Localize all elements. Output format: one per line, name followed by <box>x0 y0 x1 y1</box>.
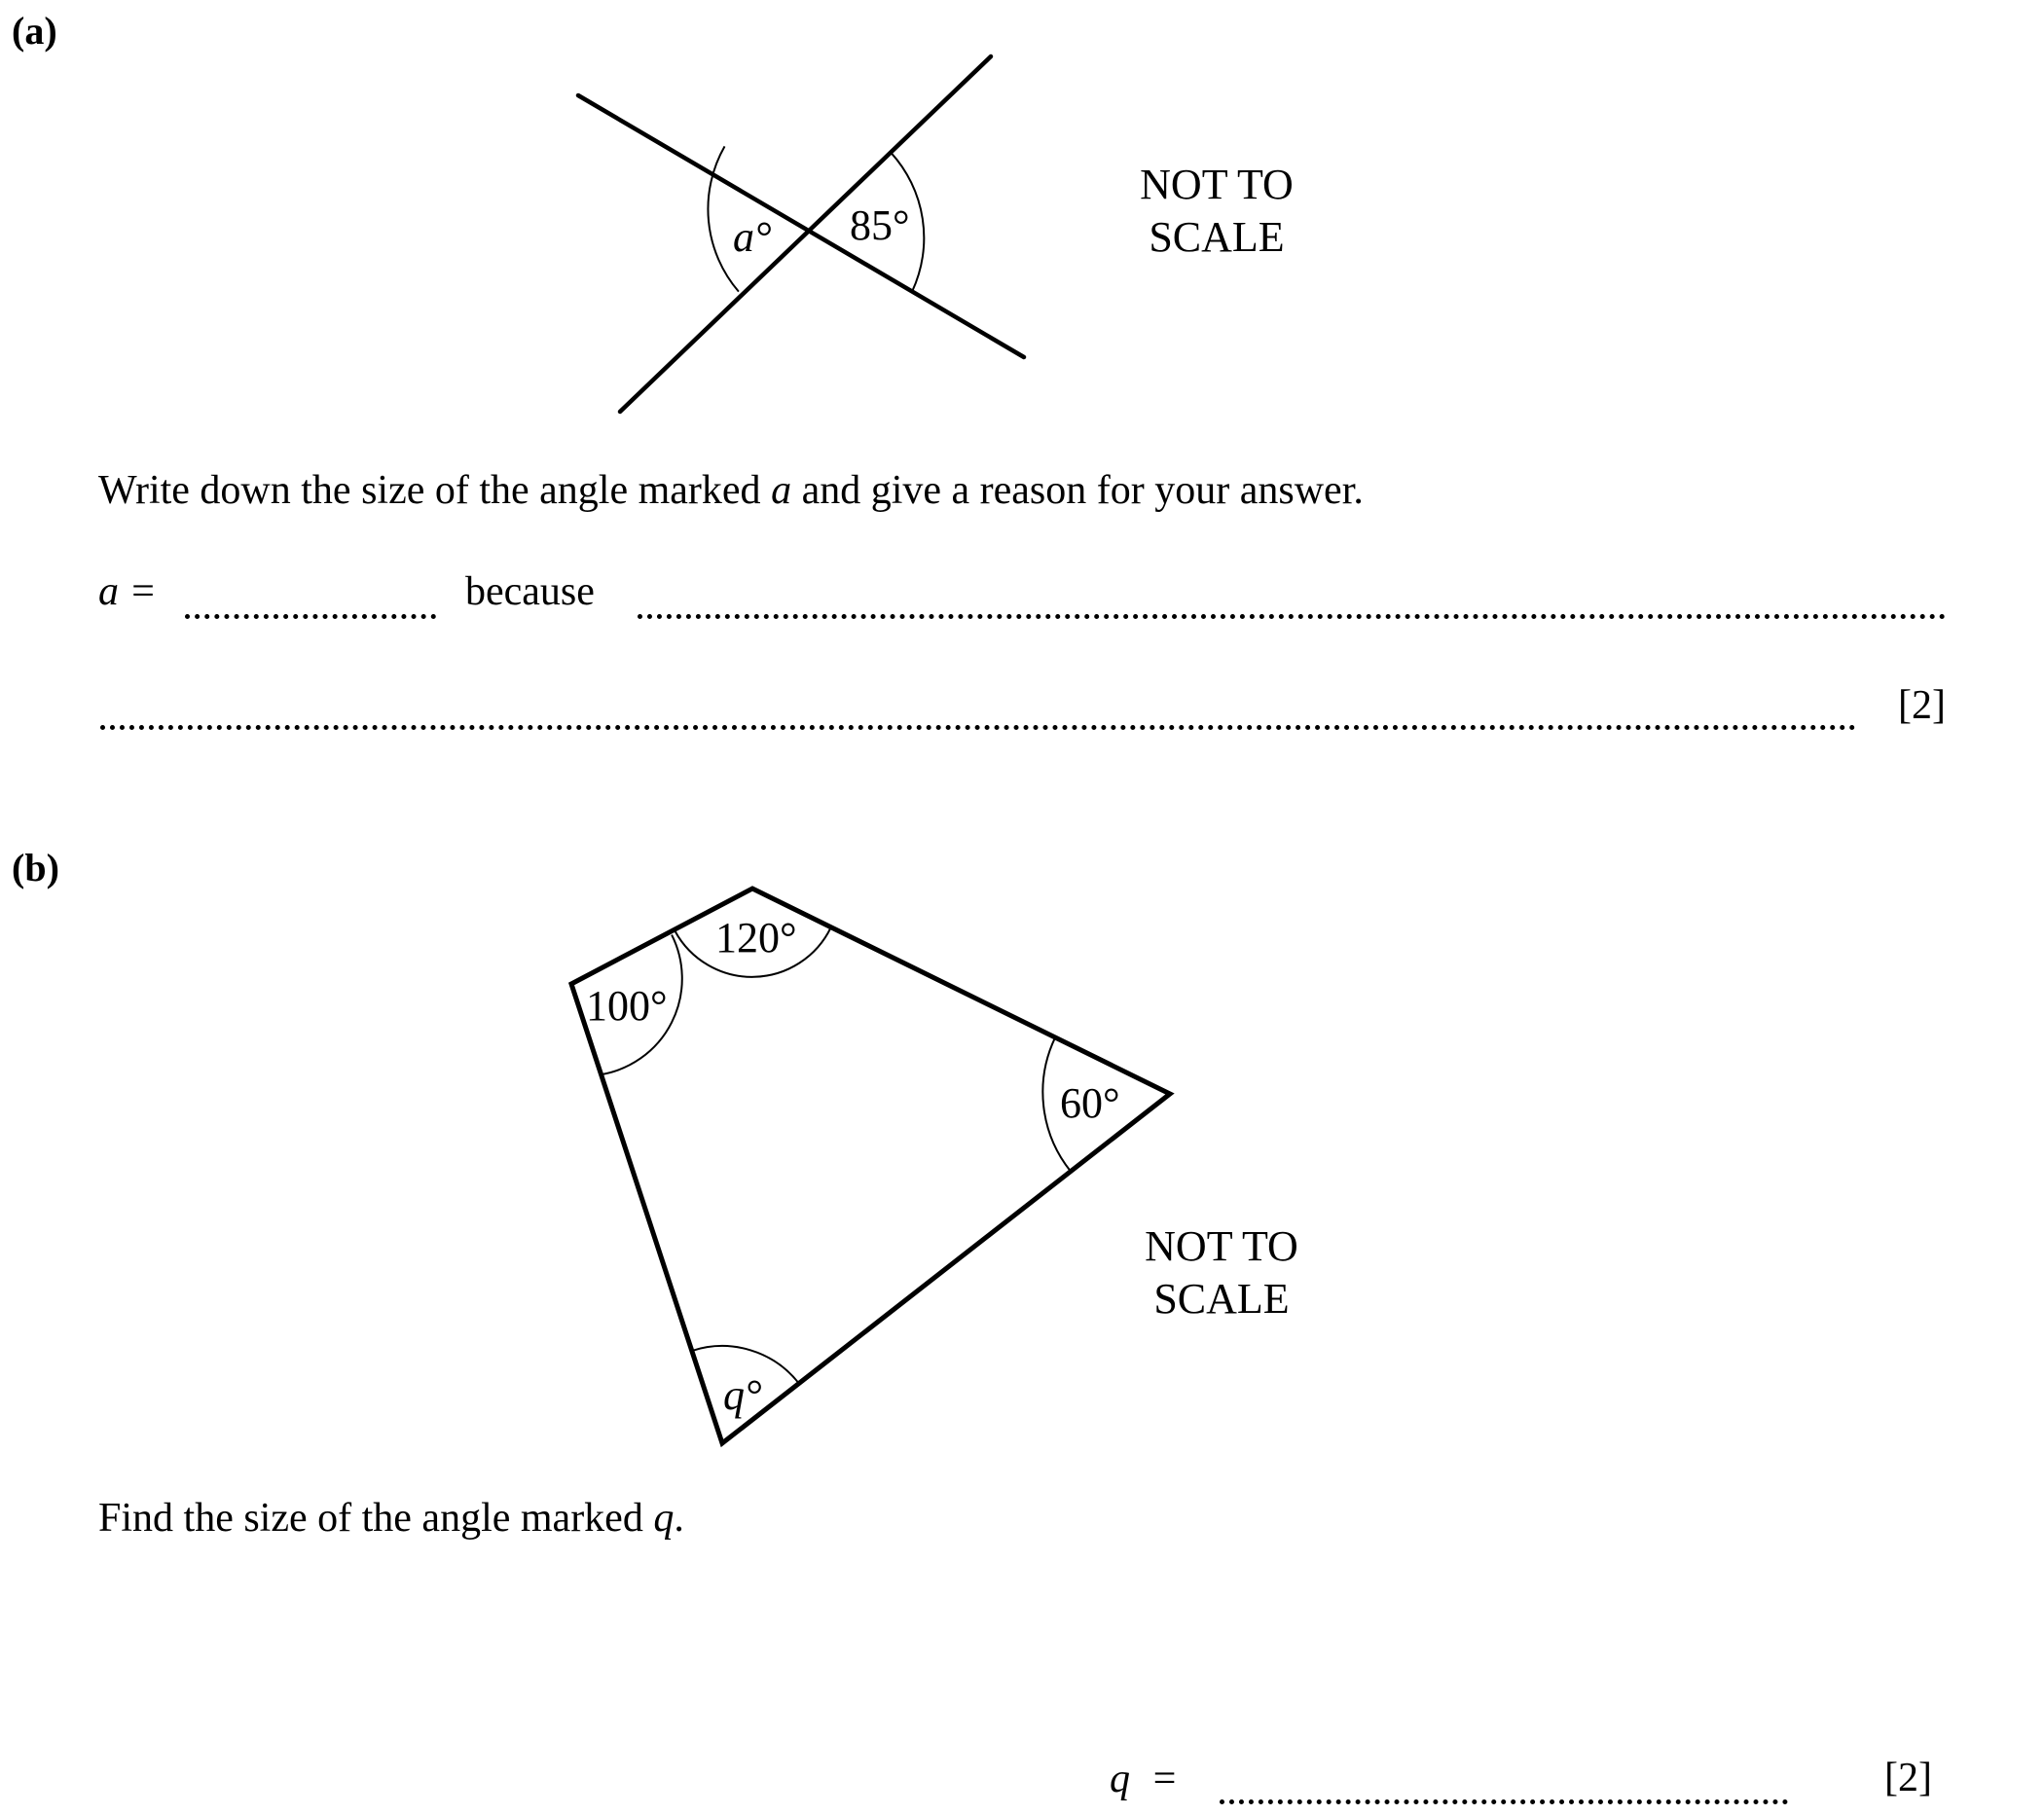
not-to-scale-line1: NOT TO <box>1140 161 1294 208</box>
question-text-before: Find the size of the angle marked <box>98 1496 654 1541</box>
question-text-before: Write down the size of the angle marked <box>98 468 772 513</box>
part-a-marks: [2] <box>1898 683 1946 728</box>
question-variable: q <box>653 1496 675 1541</box>
part-b-marks: [2] <box>1884 1756 1932 1800</box>
not-to-scale-line1: NOT TO <box>1145 1222 1298 1270</box>
not-to-scale-line2: SCALE <box>1153 1275 1290 1323</box>
not-to-scale-line2: SCALE <box>1149 213 1285 261</box>
angle-label-a: a° <box>733 213 772 261</box>
question-text-after: . <box>674 1496 684 1541</box>
angle-label-85: 85° <box>850 201 910 249</box>
part-a-label: (a) <box>12 9 57 53</box>
answer-a-prefix: a = <box>98 569 157 614</box>
part-b-not-to-scale <box>1110 1220 1333 1326</box>
question-text-after: and give a reason for your answer. <box>791 468 1364 513</box>
answer-q-field[interactable] <box>1220 1799 1788 1804</box>
angle-label-60: 60° <box>1060 1079 1120 1127</box>
angle-label-q: q° <box>723 1371 762 1419</box>
part-b-question <box>98 1495 684 1542</box>
angle-label-120: 120° <box>715 914 797 962</box>
part-b-label: (b) <box>12 846 59 890</box>
angle-label-100: 100° <box>586 982 668 1030</box>
because-label: because <box>465 569 595 614</box>
answer-q-prefix: q = <box>1110 1757 1179 1801</box>
question-variable: a <box>771 468 792 513</box>
quadrilateral <box>571 889 1170 1443</box>
